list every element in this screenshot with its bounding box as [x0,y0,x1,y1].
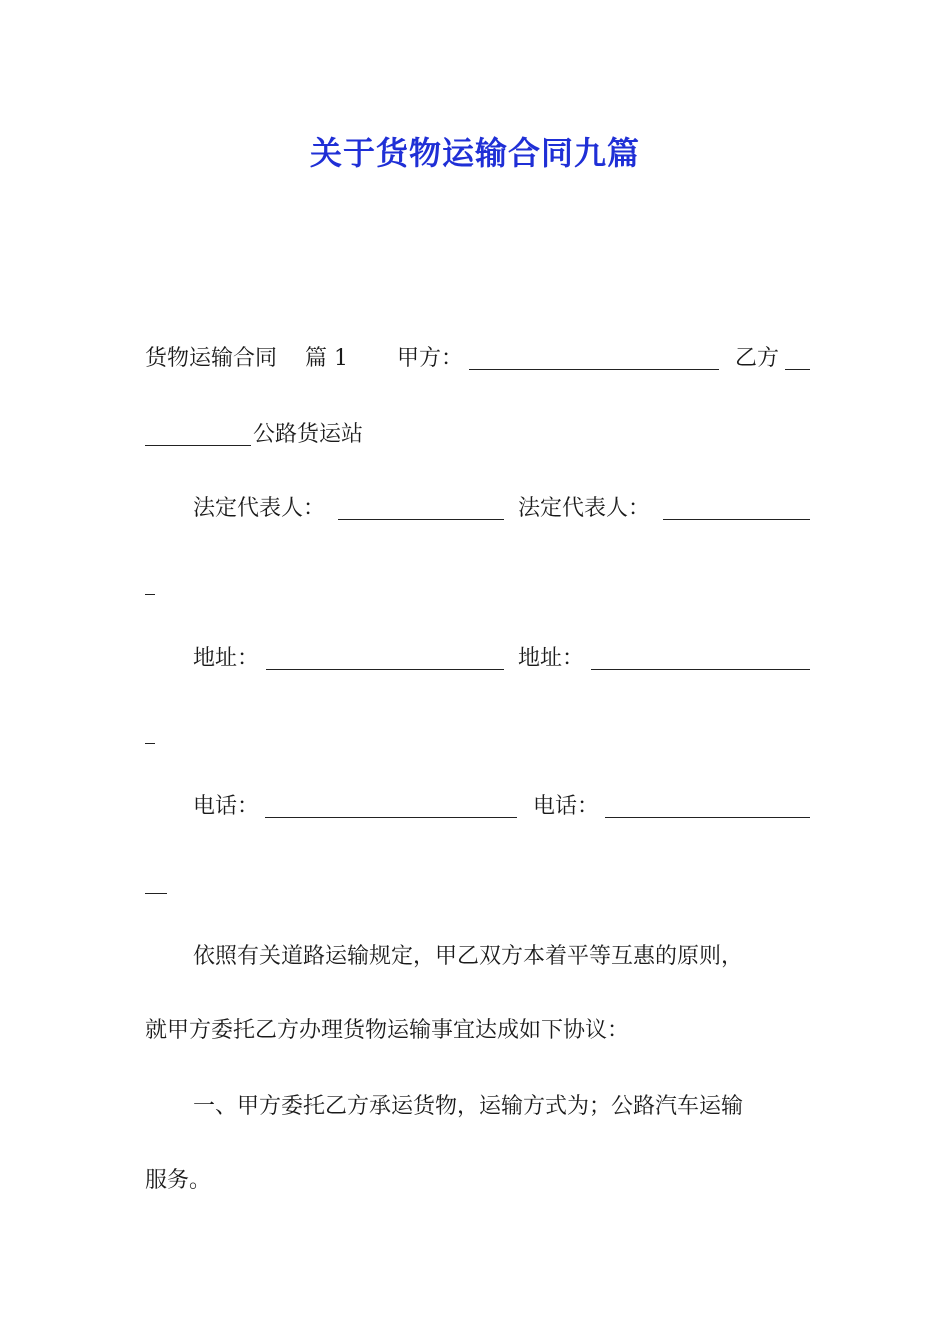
address-line [193,642,810,676]
legal-rep-line [193,492,810,526]
phone-a-blank[interactable] [265,817,517,818]
address-b-label: 地址： [518,646,585,671]
paragraph-1-line-1: 依照有关道路运输规定，甲乙双方本着平等互惠的原则， [193,944,744,969]
phone-overflow-line [145,866,810,900]
party-b-name: 公路货运站 [253,422,364,447]
phone-line [193,790,810,824]
address-b-blank-end[interactable] [145,743,155,744]
party-b-name-line [145,418,810,452]
legal-rep-a-label: 法定代表人： [193,496,326,521]
address-a-label: 地址： [193,646,260,671]
address-a-blank[interactable] [266,669,504,670]
party-a-label: 甲方： [397,346,464,371]
contract-header-line [145,342,810,376]
legal-rep-b-blank[interactable] [663,519,810,520]
phone-b-label: 电话： [533,794,600,819]
paragraph-2-line-2: 服务。 [145,1168,212,1193]
legal-rep-a-blank[interactable] [338,519,504,520]
legal-rep-overflow-line [145,567,810,601]
document-title: 关于货物运输合同九篇 [309,134,640,172]
address-b-blank[interactable] [591,669,810,670]
contract-name: 货物运输合同 [145,346,278,371]
contract-part-number: 篇 1 [305,346,348,371]
party-b-label: 乙方 [735,346,780,371]
paragraph-1-line-2: 就甲方委托乙方办理货物运输事宜达成如下协议： [145,1018,630,1043]
legal-rep-b-label: 法定代表人： [518,496,651,521]
phone-b-blank[interactable] [605,817,810,818]
phone-b-blank-end[interactable] [145,893,167,894]
party-a-blank[interactable] [469,369,719,370]
paragraph-2-line-1: 一、甲方委托乙方承运货物，运输方式为；公路汽车运输 [193,1094,744,1119]
party-b-blank-end[interactable] [145,445,251,446]
phone-a-label: 电话： [193,794,260,819]
party-b-blank-start[interactable] [785,369,810,370]
address-overflow-line [145,716,810,750]
legal-rep-b-blank-end[interactable] [145,594,155,595]
